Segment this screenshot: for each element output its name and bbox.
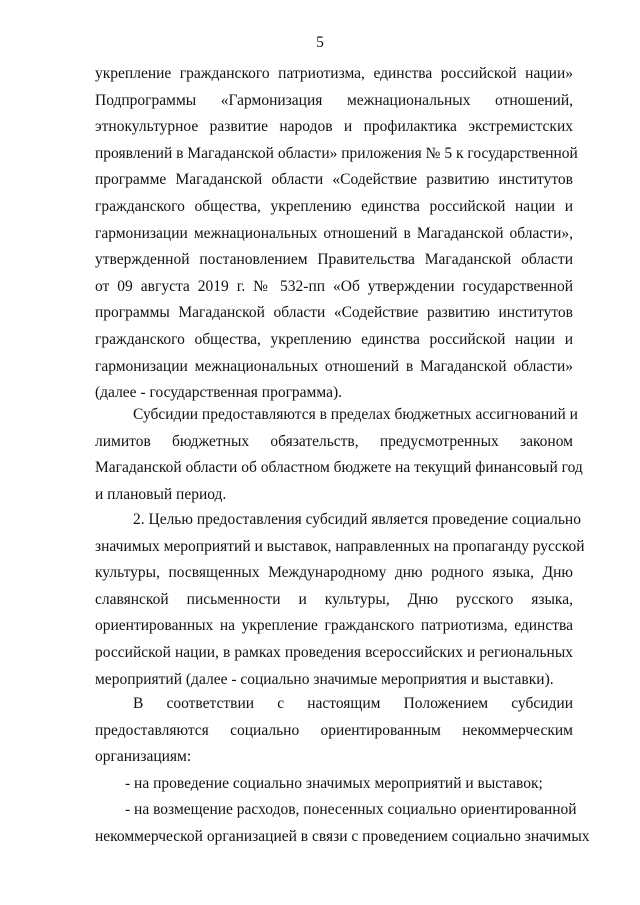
paragraph-line: 2. Целью предоставления субсидий является проведение социально [133, 511, 581, 528]
paragraph-3 [95, 507, 585, 693]
page-number: 5 [316, 34, 324, 51]
paragraph-line: и плановый период. [95, 485, 227, 503]
paragraph-line: предоставляются социально ориентированным некоммерческим [95, 721, 573, 739]
paragraph-line: проявлений в Магаданской области» приложения № 5 к государственной [95, 144, 578, 162]
paragraph-line: организациям: [95, 748, 192, 766]
paragraph-line: Субсидии предоставляются в пределах бюджетных ассигнований и [133, 406, 578, 423]
paragraph-4 [95, 691, 573, 771]
paragraph-line: Магаданской области об областном бюджете на текущий финансовый год [95, 459, 583, 477]
paragraph-line: мероприятий (далее - социально значимые мероприятия и выставки). [95, 670, 554, 688]
paragraph-line: Подпрограммы «Гармонизация межнациональных отношений, [95, 91, 573, 109]
paragraph-line: программы Магаданской области «Содействие развитию институтов [95, 304, 573, 322]
paragraph-line: программе Магаданской области «Содействие развитию институтов [95, 171, 573, 189]
paragraph-line: гражданского общества, укреплению единства российской нации и [95, 197, 573, 215]
paragraph-line: культуры, посвященных Международному дню родного языка, Дню [95, 564, 573, 582]
paragraph-6 [95, 797, 590, 850]
paragraph-5 [95, 771, 573, 798]
paragraph-line: - на проведение социально значимых мероприятий и выставок; [125, 775, 543, 792]
paragraph-line: славянской письменности и культуры, Дню русского языка, [95, 590, 573, 608]
paragraph-line: гармонизации межнациональных отношений в Магаданской области» [95, 357, 573, 375]
paragraph-line: гармонизации межнациональных отношений в Магаданской области», [95, 224, 573, 242]
paragraph-line: - на возмещение расходов, понесенных социально ориентированной [125, 801, 577, 818]
paragraph-line: утвержденной постановлением Правительства Магаданской области [95, 251, 573, 269]
paragraph-line: гражданского общества, укреплению единства российской нации и [95, 330, 573, 348]
paragraph-line: (далее - государственная программа). [95, 384, 342, 402]
paragraph-2 [95, 402, 583, 508]
paragraph-line: от 09 августа 2019 г. № 532-пп «Об утверждении государственной [95, 277, 573, 295]
paragraph-line: некоммерческой организацией в связи с проведением социально значимых [95, 827, 590, 845]
paragraph-line: значимых мероприятий и выставок, направленных на пропаганду русской [95, 537, 585, 555]
paragraph-line: лимитов бюджетных обязательств, предусмотренных законом [95, 432, 573, 450]
paragraph-line: ориентированных на укрепление гражданского патриотизма, единства [95, 617, 573, 635]
paragraph-line: российской нации, в рамках проведения всероссийских и региональных [95, 643, 573, 661]
paragraph-line: В соответствии с настоящим Положением субсидии [133, 695, 573, 712]
paragraph-line: укрепление гражданского патриотизма, единства российской нации» [95, 65, 573, 82]
paragraph-1 [95, 61, 578, 407]
paragraph-line: этнокультурное развитие народов и профилактика экстремистских [95, 118, 573, 136]
